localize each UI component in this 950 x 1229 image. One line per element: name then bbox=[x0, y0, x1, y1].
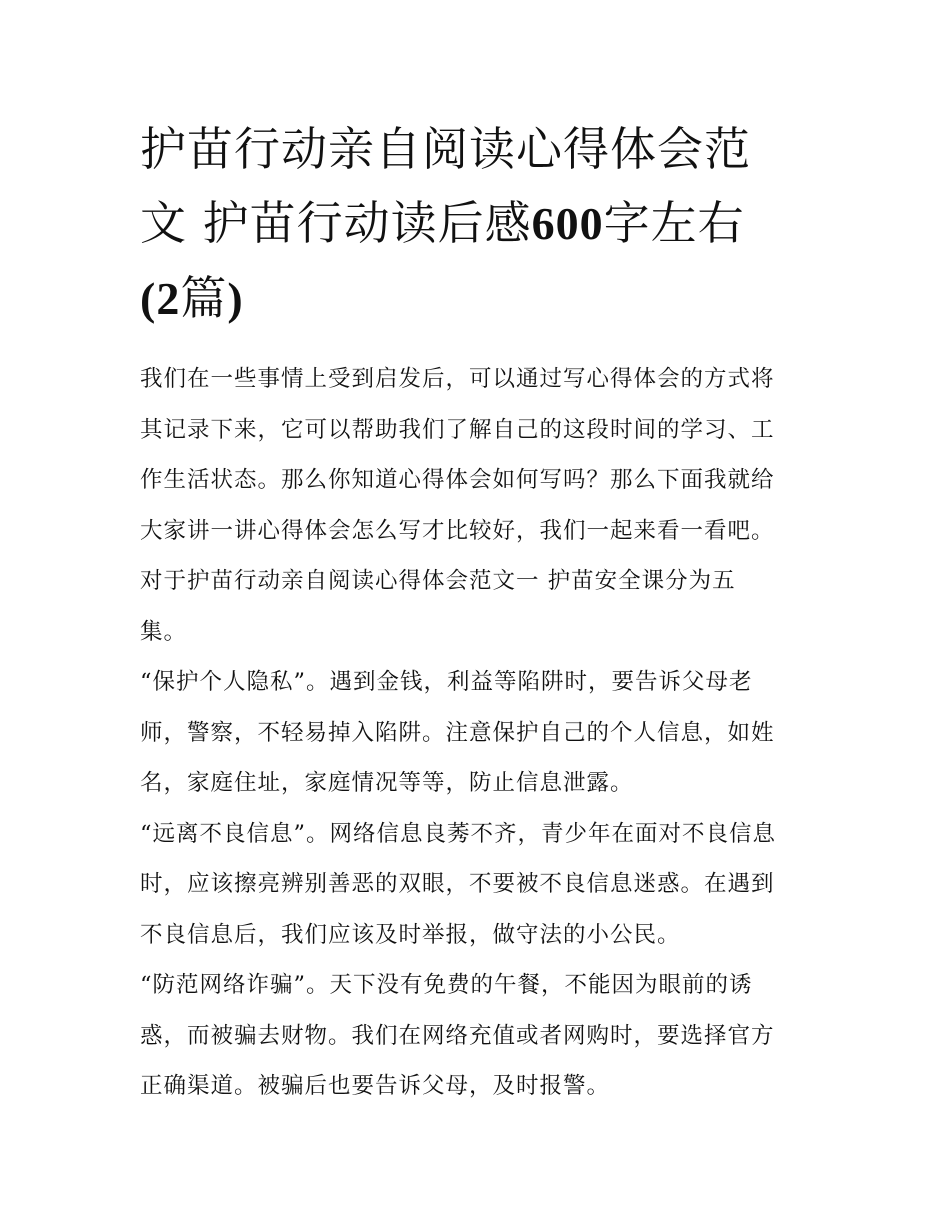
paragraph-line: 时，应该擦亮辨别善恶的双眼，不要被不良信息迷惑。在遇到 bbox=[140, 871, 775, 897]
paragraph-line: 不良信息后，我们应该及时举报，做守法的小公民。 bbox=[140, 921, 681, 948]
paragraph-line: “防范网络诈骗”。天下没有免费的午餐，不能因为眼前的诱 bbox=[140, 972, 753, 998]
paragraph-privacy bbox=[140, 657, 815, 809]
document-title bbox=[140, 112, 815, 336]
paragraph-line: 作生活状态。那么你知道心得体会如何写吗？那么下面我就给 bbox=[140, 467, 775, 493]
paragraph-line: 对于护苗行动亲自阅读心得体会范文一 护苗安全课分为五 bbox=[140, 568, 736, 594]
paragraph-line: 正确渠道。被骗后也要告诉父母，及时报警。 bbox=[140, 1073, 611, 1099]
paragraph-bad-info bbox=[140, 809, 815, 961]
paragraph-line: 其记录下来，它可以帮助我们了解自己的这段时间的学习、工 bbox=[140, 416, 775, 443]
paragraph-line: 大家讲一讲心得体会怎么写才比较好，我们一起来看一看吧。 bbox=[140, 517, 775, 544]
paragraph-line: 我们在一些事情上受到启发后，可以通过写心得体会的方式将 bbox=[140, 366, 775, 392]
title-line: (2篇) bbox=[140, 271, 244, 325]
paragraph-line: 惑，而被骗去财物。我们在网络充值或者网购时，要选择官方 bbox=[140, 1022, 775, 1049]
paragraph-line: “远离不良信息”。网络信息良莠不齐，青少年在面对不良信息 bbox=[140, 820, 777, 847]
title-line: 文 护苗行动读后感600字左右 bbox=[140, 196, 745, 250]
title-line: 护苗行动亲自阅读心得体会范 bbox=[140, 122, 751, 176]
paragraph-intro bbox=[140, 354, 815, 556]
paragraph-line: “保护个人隐私”。遇到金钱，利益等陷阱时，要告诉父母老 bbox=[140, 669, 753, 695]
paragraph-line: 师，警察，不轻易掉入陷阱。注意保护自己的个人信息，如姓 bbox=[140, 719, 775, 746]
paragraph-line: 集。 bbox=[140, 618, 188, 645]
paragraph-section-heading bbox=[140, 556, 815, 657]
document-page bbox=[140, 112, 815, 1112]
paragraph-line: 名，家庭住址，家庭情况等等，防止信息泄露。 bbox=[140, 770, 634, 796]
paragraph-fraud bbox=[140, 960, 815, 1112]
